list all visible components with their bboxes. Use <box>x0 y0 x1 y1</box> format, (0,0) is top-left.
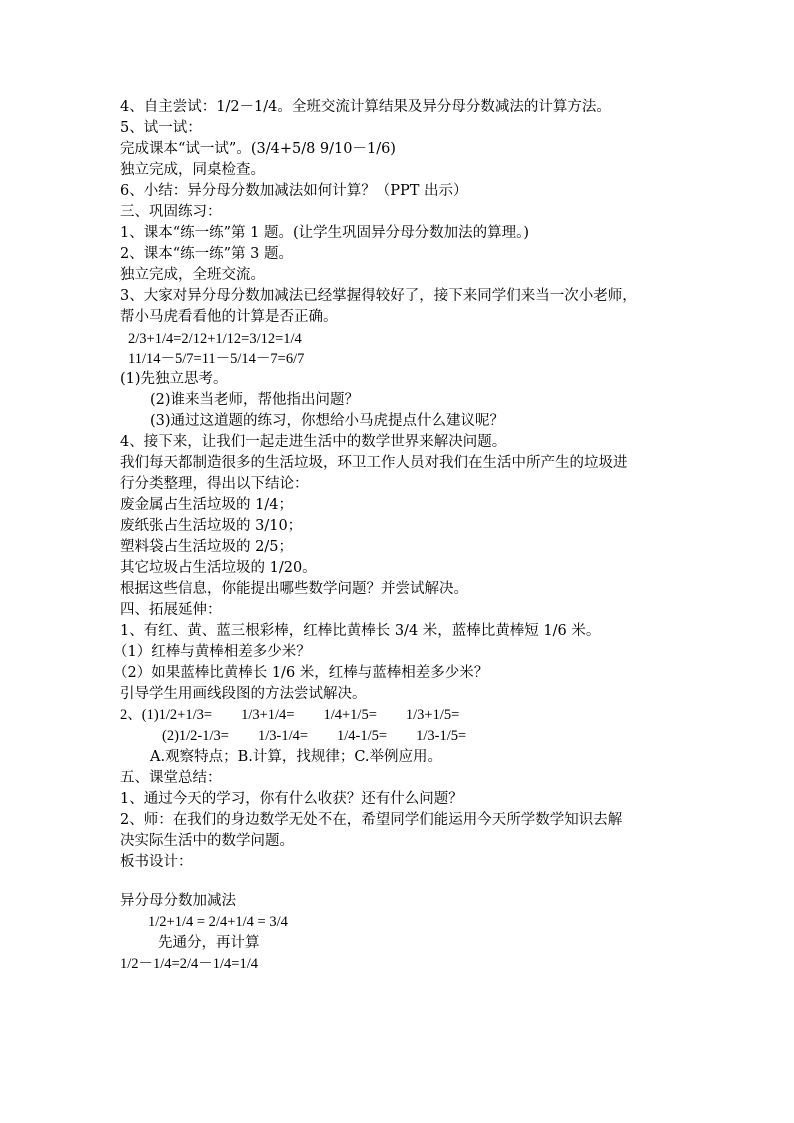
text-line: 根据这些信息，你能提出哪些数学问题？并尝试解决。 <box>120 581 468 597</box>
text-line: 塑料袋占生活垃圾的 2/5； <box>120 539 293 555</box>
text-line: 板书设计： <box>120 854 193 870</box>
section-heading: 五、课堂总结： <box>120 770 222 786</box>
text-line: 1、通过今天的学习，你有什么收获？还有什么问题？ <box>120 791 463 807</box>
text-line: 行分类整理，得出以下结论： <box>120 476 309 492</box>
text-line: 5、试一试： <box>120 120 202 136</box>
equation-line: 1/2－1/4=2/4－1/4=1/4 <box>120 956 258 972</box>
text-line: （2）如果蓝棒比黄棒长 1/6 米，红棒与蓝棒相差多少米？ <box>113 665 489 681</box>
text-line: 1、有红、黄、蓝三根彩棒，红棒比黄棒长 3/4 米，蓝棒比黄棒短 1/6 米。 <box>120 623 601 639</box>
text-line: (1)先独立思考。 <box>120 371 228 387</box>
text-line: A.观察特点；B.计算，找规律；C.举例应用。 <box>150 749 443 765</box>
text-line: 帮小马虎看看他的计算是否正确。 <box>120 309 338 325</box>
text-line: 我们每天都制造很多的生活垃圾，环卫工作人员对我们在生活中所产生的垃圾进 <box>120 455 628 471</box>
text-line: 3、大家对异分母分数加减法已经掌握得较好了，接下来同学们来当一次小老师， <box>120 288 637 304</box>
text-line: 2、课本“练一练”第 3 题。 <box>120 246 293 262</box>
text-line: 独立完成，同桌检查。 <box>120 162 265 178</box>
text-line: 完成课本“试一试”。(3/4+5/8 9/10－1/6) <box>120 141 396 157</box>
text-line: （1）红棒与黄棒相差多少米？ <box>113 644 311 660</box>
section-heading: 四、拓展延伸： <box>120 602 222 618</box>
text-line: 其它垃圾占生活垃圾的 1/20。 <box>120 560 317 576</box>
equation-line: 1/2+1/4 = 2/4+1/4 = 3/4 <box>148 914 288 930</box>
text-line: 4、自主尝试：1/2－1/4。全班交流计算结果及异分母分数减法的计算方法。 <box>120 99 611 115</box>
text-line: (3)通过这道题的练习，你想给小马虎提点什么建议呢？ <box>150 413 505 429</box>
text-line: 废金属占生活垃圾的 1/4； <box>120 497 293 513</box>
text-line: (2)谁来当老师，帮他指出问题？ <box>150 392 360 408</box>
exercise-row: 2、(1)1/2+1/3= 1/3+1/4= 1/4+1/5= 1/3+1/5= <box>120 707 460 723</box>
text-line: 引导学生用画线段图的方法尝试解决。 <box>120 686 367 702</box>
equation-line: 11/14－5/7=11－5/14－7=6/7 <box>128 351 305 367</box>
equation-line: 2/3+1/4=2/12+1/12=3/12=1/4 <box>128 331 302 347</box>
text-line: 先通分，再计算 <box>158 935 260 951</box>
text-line: 废纸张占生活垃圾的 3/10； <box>120 518 303 534</box>
text-line: 2、师：在我们的身边数学无处不在，希望同学们能运用今天所学数学知识去解 <box>120 812 623 828</box>
text-line: 独立完成，全班交流。 <box>120 267 265 283</box>
section-heading: 三、巩固练习： <box>120 204 222 220</box>
text-line: 1、课本“练一练”第 1 题。(让学生巩固异分母分数加法的算理。) <box>120 225 530 241</box>
board-title: 异分母分数加减法 <box>120 893 236 909</box>
text-line: 6、小结：异分母分数加减法如何计算？（PPT 出示） <box>120 183 468 199</box>
text-line: 决实际生活中的数学问题。 <box>120 833 294 849</box>
exercise-row: (2)1/2-1/3= 1/3-1/4= 1/4-1/5= 1/3-1/5= <box>162 728 467 744</box>
text-line: 4、接下来，让我们一起走进生活中的数学世界来解决问题。 <box>120 434 507 450</box>
